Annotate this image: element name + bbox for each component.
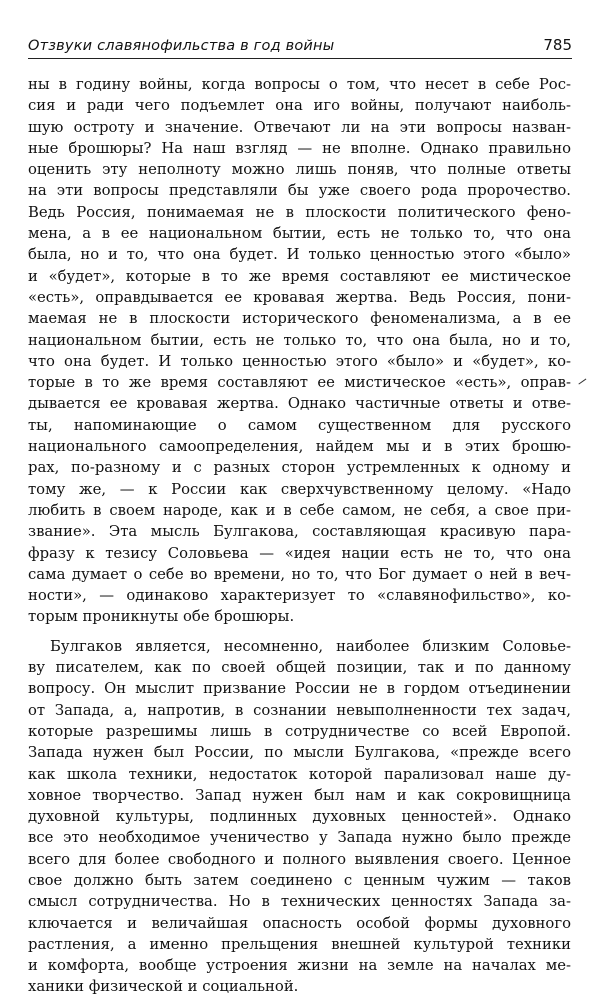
text-line: ву писателем, как по своей общей позиции, так и по данному — [28, 659, 571, 677]
text-line: на эти вопросы представляли бы уже своего рода пророчество. — [28, 182, 571, 200]
text-line: фразу к тезису Соловьева — «идея нации есть не то, что она — [28, 544, 571, 562]
text-line: что она будет. И только ценностью этого «было» и «будет», ко- — [28, 352, 571, 370]
text-line: и «будет», которые в то же время составляют ее мистическое — [28, 267, 571, 285]
paragraph — [28, 74, 571, 628]
text-line: маемая не в плоскости исторического феноменализма, а в ее — [28, 310, 571, 328]
text-line: как школа техники, недостаток которой парализовал наше ду- — [28, 765, 571, 783]
text-line: от Запада, а, напротив, в сознании невыполненности тех задач, — [28, 701, 571, 719]
text-line: оценить эту неполноту можно лишь поняв, что полные ответы — [28, 161, 571, 179]
page-number: 785 — [543, 36, 572, 54]
text-line: ности», — одинаково характеризует то «славянофильство», ко- — [28, 587, 571, 605]
text-line: ключается и величайшая опасность особой формы духовного — [28, 914, 571, 932]
text-line: ны в годину войны, когда вопросы о том, что несет в себе Рос- — [28, 76, 571, 93]
text-line: любить в своем народе, как и в себе самом, не себя, а свое при- — [28, 501, 571, 519]
text-line: ханики физической и социальной. — [28, 978, 299, 996]
text-line: дывается ее кровавая жертва. Однако частичные ответы и отве- — [28, 395, 571, 413]
text-line: рах, по-разному и с разных сторон устремленных к одному и — [28, 459, 571, 477]
text-line: смысл сотрудничества. Но в технических ценностях Запада за- — [28, 893, 571, 911]
text-line: «есть», оправдывается ее кровавая жертва. Ведь Россия, пони- — [28, 288, 571, 306]
text-line: духовной культуры, подлинных духовных ценностей». Однако — [28, 808, 571, 826]
text-line: мена, а в ее национальном бытии, есть не только то, что она — [28, 225, 571, 243]
text-line: и комфорта, вообще устроения жизни на земле на началах ме- — [28, 957, 571, 975]
text-line: ховное творчество. Запад нужен был нам и как сокровищница — [28, 786, 571, 804]
text-line: Булгаков является, несомненно, наиболее близким Соловье- — [50, 637, 571, 655]
margin-pencil-mark — [578, 379, 586, 385]
body-text — [28, 74, 571, 998]
text-line: национального самоопределения, найдем мы и в этих брошю- — [28, 438, 571, 456]
text-line: ты, напоминающие о самом существенном для русского — [28, 416, 571, 434]
running-title: Отзвуки славянофильства в год войны — [28, 38, 335, 54]
text-line: шую остроту и значение. Отвечают ли на эти вопросы назван- — [28, 118, 571, 136]
text-line: Запада нужен был России, по мысли Булгакова, «прежде всего — [28, 744, 571, 762]
text-line: Ведь Россия, понимаемая не в плоскости политического фено- — [28, 203, 571, 221]
text-line: сия и ради чего подъемлет она иго войны, получают наиболь- — [28, 97, 571, 115]
paragraph — [28, 636, 571, 998]
text-line: свое должно быть затем соединено с ценным чужим — таков — [28, 871, 571, 889]
text-line: тому же, — к России как сверхчувственному целому. «Надо — [28, 480, 571, 498]
text-line: вопросу. Он мыслит призвание России не в гордом отъединении — [28, 680, 571, 698]
text-line: звание». Эта мысль Булгакова, составляющая красивую пара- — [28, 523, 571, 541]
text-line: все это необходимое ученичество у Запада нужно было прежде — [28, 829, 571, 847]
text-line: национальном бытии, есть не только то, что она была, но и то, — [28, 331, 571, 349]
text-line: торые в то же время составляют ее мистическое «есть», оправ- — [28, 374, 571, 392]
text-line: растления, а именно прельщения внешней культурой техники — [28, 935, 571, 953]
text-line: которые разрешимы лишь в сотрудничестве со всей Европой. — [28, 722, 571, 740]
text-line: была, но и то, что она будет. И только ценностью этого «было» — [28, 246, 571, 264]
text-line: сама думает о себе во времени, но то, что Бог думает о ней в веч- — [28, 565, 571, 583]
text-line: всего для более свободного и полного выявления своего. Ценное — [28, 850, 571, 868]
text-line: ные брошюры? На наш взгляд — не вполне. Однако правильно — [28, 139, 571, 157]
text-line: торым проникнуты обе брошюры. — [28, 608, 295, 626]
page-header — [28, 30, 572, 59]
